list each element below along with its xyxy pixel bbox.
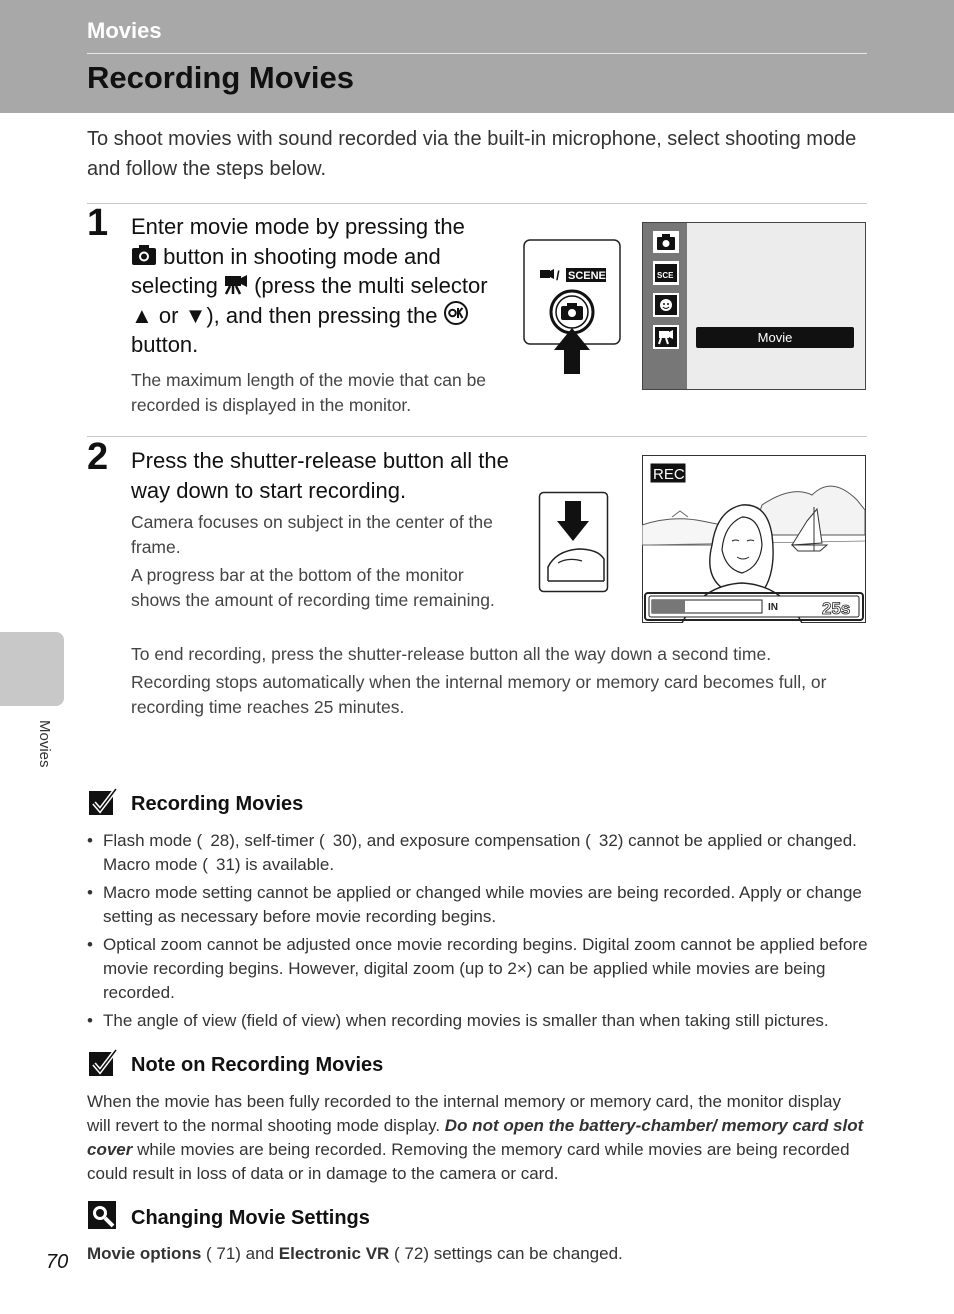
step2-instruction: Press the shutter-release button all the way down to start recording.: [131, 448, 509, 503]
up-arrow-icon: ▲: [131, 302, 153, 328]
step1-line5: button.: [131, 332, 199, 357]
movie-menu-label: Movie: [696, 327, 854, 348]
changing-settings-text: [87, 1242, 867, 1266]
note-on-recording-title: Note on Recording Movies: [131, 1054, 384, 1076]
step2-note-progress: A progress bar at the bottom of the monitor shows the amount of recording time remaining.: [131, 565, 495, 610]
caution-check-icon: [87, 1048, 119, 1080]
changing-settings-title: Changing Movie Settings: [131, 1207, 370, 1229]
smart-portrait-icon: [653, 293, 679, 317]
mode-menu-monitor: [642, 222, 866, 390]
step1-line3-before: selecting: [131, 273, 224, 298]
scene-mode-icon: [653, 261, 679, 285]
step1-line3-after: (press the multi selector: [247, 273, 488, 298]
step1-line1: Enter movie mode by pressing the: [131, 214, 465, 239]
note-text-part1: When the movie has been fully recorded to the internal memory or memory card, the monitor display will revert to the normal shooting mode display.: [87, 1092, 842, 1135]
step2-note-stop: Recording stops automatically when the internal memory or memory card becomes full, or recording time reaches 25 minutes.: [131, 672, 827, 717]
step1-line2-text: button in shooting mode and: [157, 243, 441, 269]
step1-number: 1: [87, 202, 109, 244]
note-text-part2: while movies are being recorded. Removing the memory card while movies are being recorded could result in loss of data or in damage to the camera or card.: [87, 1140, 850, 1183]
shutter-press-illustration: [538, 491, 610, 595]
shooting-mode-button-illustration: [522, 238, 624, 376]
settings-text-1: ( 71) and: [201, 1244, 279, 1263]
movie-menu-icon: [653, 325, 679, 349]
chapter-side-tab: [0, 632, 64, 706]
step1-line4-after: ), and then pressing the: [206, 302, 444, 328]
list-item: • Optical zoom cannot be adjusted once movie recording begins. Digital zoom cannot be applied before movie recording begins. However, digital zoom (up to 2×) can be applied while movies are being recorded.: [87, 933, 877, 1005]
settings-text-2: ( 72) settings can be changed.: [389, 1244, 623, 1263]
svg-text:SCE: SCE: [657, 271, 674, 280]
rec-indicator-label: REC: [653, 466, 685, 483]
remaining-time-label: 25s: [822, 599, 851, 618]
page-title: Recording Movies: [87, 60, 354, 95]
section-title: Movies: [87, 18, 162, 43]
list-item: • Flash mode ( 28), self-timer ( 30), and exposure compensation ( 32) cannot be applied or changed. Macro mode ( 31) is available.: [87, 829, 877, 877]
down-arrow-icon: ▼: [184, 302, 207, 328]
step2-note-focus: Camera focuses on subject in the center of the frame.: [131, 512, 493, 557]
tip-magnifier-icon: [87, 1200, 119, 1232]
list-item: • Macro mode setting cannot be applied or changed while movies are being recorded. Apply or change setting as necessary before movie recording begins.: [87, 881, 877, 929]
svg-text:/: /: [556, 268, 560, 283]
step1-line4: [131, 301, 521, 331]
electronic-vr-label: Electronic VR: [278, 1244, 390, 1263]
auto-mode-camera-icon: [653, 231, 679, 253]
step1-line3: [131, 271, 521, 301]
chapter-side-label: Movies: [36, 720, 53, 768]
ok-button-icon: [444, 301, 468, 325]
camera-icon: [131, 244, 157, 266]
movie-options-label: Movie options: [87, 1244, 202, 1263]
page-number: 70: [46, 1251, 69, 1273]
header-band: [0, 0, 954, 113]
step1-line2: [131, 242, 521, 272]
internal-memory-label: IN: [768, 602, 778, 613]
step1-divider: [87, 203, 867, 204]
note-on-recording-paragraph: [87, 1090, 867, 1186]
intro-paragraph: To shoot movies with sound recorded via the built-in microphone, select shooting mode and follow the steps below.: [87, 128, 857, 180]
list-item: • The angle of view (field of view) when recording movies is smaller than when taking still pictures.: [87, 1009, 877, 1033]
step1-instruction: [131, 212, 521, 360]
caution-check-icon: [87, 787, 119, 819]
step2-number: 2: [87, 436, 109, 478]
header-divider: [87, 53, 867, 54]
progress-bar-elapsed: [652, 600, 685, 613]
step1-line4-or: or: [152, 302, 185, 328]
recording-note-list: [87, 829, 877, 1037]
step2-note-end: To end recording, press the shutter-release button all the way down a second time.: [131, 644, 772, 664]
step1-note: The maximum length of the movie that can be recorded is displayed in the monitor.: [131, 370, 487, 415]
movie-mode-icon: [224, 273, 248, 295]
recording-monitor-illustration: [642, 455, 866, 623]
step2-divider: [87, 436, 867, 437]
note-text-emphasis: Do not open the battery-chamber/ memory card slot cover: [87, 1116, 864, 1159]
svg-text:SCENE: SCENE: [568, 270, 606, 282]
recording-note-title: Recording Movies: [131, 793, 304, 815]
